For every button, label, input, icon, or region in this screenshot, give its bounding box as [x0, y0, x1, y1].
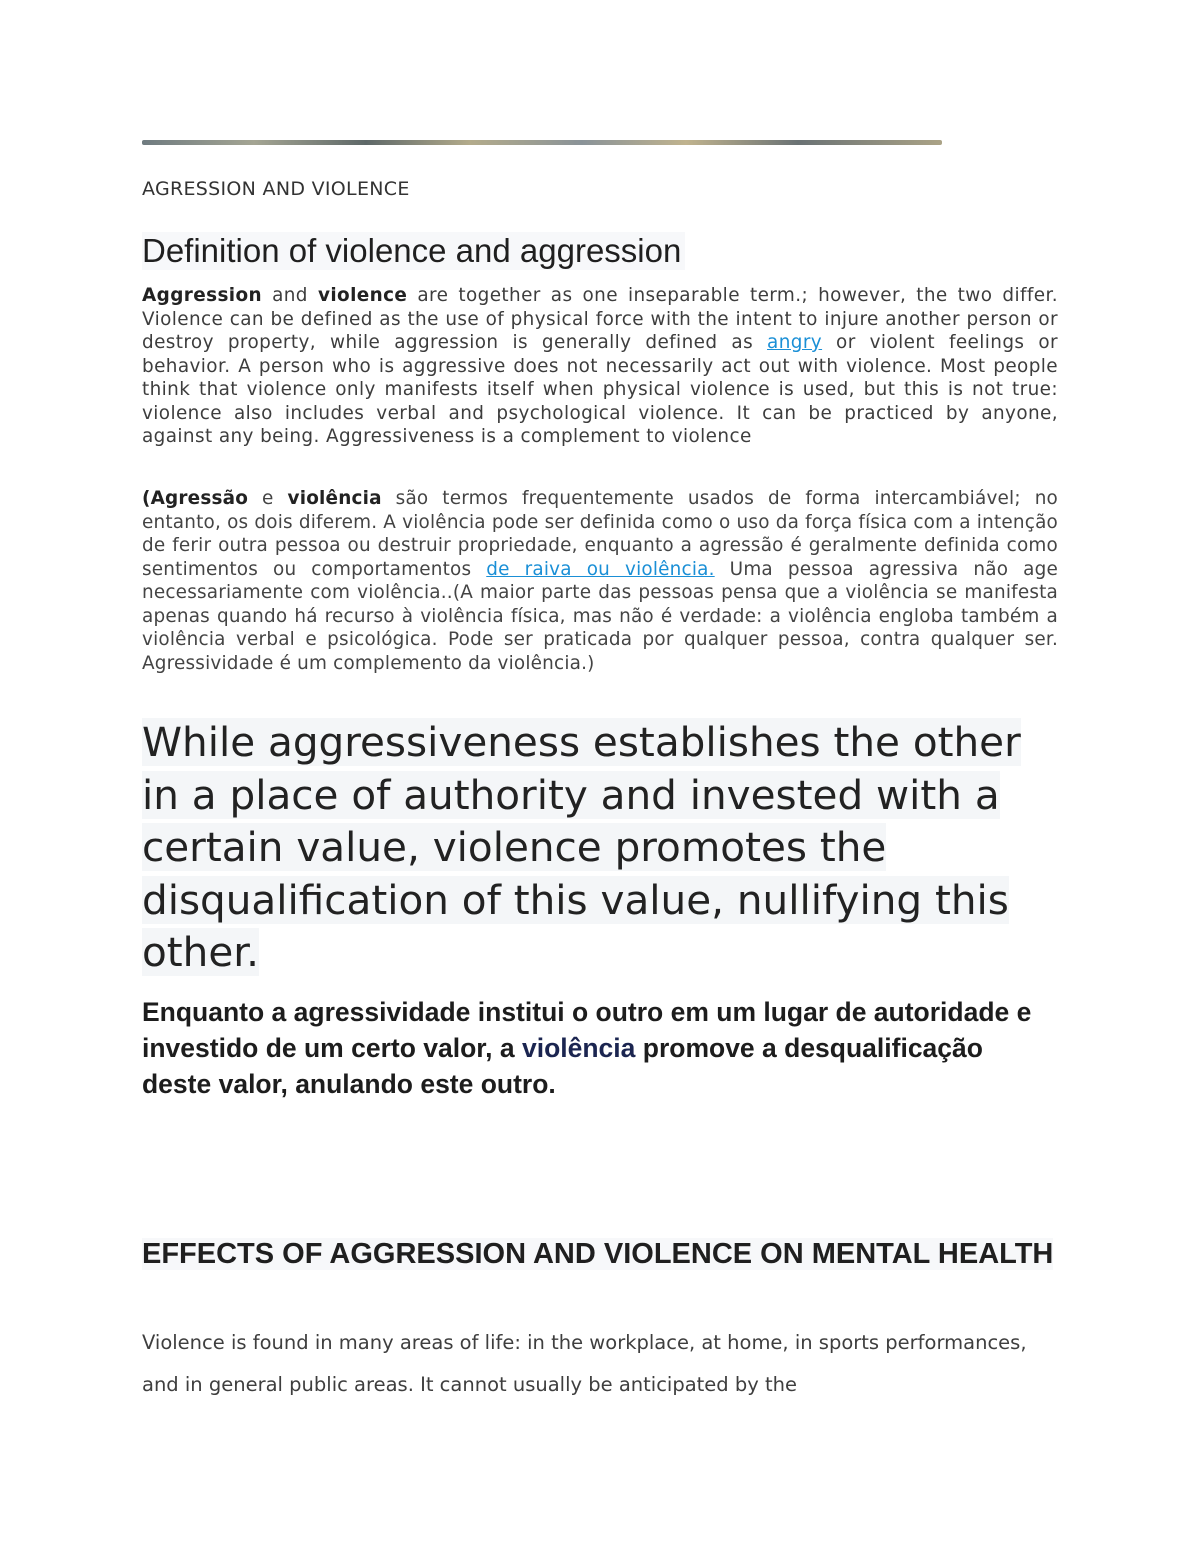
- highlight-quote-pt: [142, 994, 1058, 1102]
- heading-text: EFFECTS OF AGGRESSION AND VIOLENCE ON MENTAL HEALTH: [142, 1238, 1054, 1270]
- text-span: are together as one inseparable term.; however, the two differ. Violence can be defined as the use of physical force with the intent to injure another person or destroy property, while aggression is generally defined as: [142, 285, 1058, 353]
- highlight-quote-en: [142, 716, 1058, 979]
- text-span: promove a desqualificação deste valor, anulando este outro.: [142, 1033, 983, 1099]
- text-span: or violent feelings or behavior. A person who is aggressive does not necessarily act out with violence. Most people think that violence only manifests itself when physical violence is used, but this is not true: violence also includes verbal and psychological violence. It can be practiced by anyone, against any being. Aggressiveness is a complement to violence: [142, 332, 1058, 447]
- text-span: Uma pessoa agressiva não age necessariamente com violência..(A maior parte das pessoas pensa que a violência se manifesta apenas quando há recurso à violência física, mas não é verdade: a violência engloba também a violência verbal e psicológica. Pode ser praticada por qualquer pessoa, contra qualquer ser. Agressividade é um complemento da violência.): [142, 558, 1059, 674]
- text-span: and: [262, 285, 318, 306]
- keyword-violencia: violência: [521, 1033, 636, 1063]
- text-span: e: [248, 488, 288, 509]
- angry-link[interactable]: angry: [767, 332, 823, 353]
- text-span: são termos frequentemente usados de forma intercambiável; no entanto, os dois diferem. A violência pode ser definida como o uso da força física com a intenção de ferir outra pessoa ou destruir propriedade, enquanto a agressão é geralmente definida como sentimentos ou comportamentos: [142, 488, 1058, 580]
- quote-text: While aggressiveness establishes the other in a place of authority and invested with a certain value, violence promotes the disqualification of this value, nullifying this other.: [142, 718, 1021, 976]
- decorative-divider: [142, 140, 942, 145]
- term-violencia: violência: [287, 488, 382, 509]
- effects-paragraph: Violence is found in many areas of life: in the workplace, at home, in sports performances, and in general public areas. It cannot usually be anticipated by the: [142, 1331, 1027, 1396]
- term-violence: violence: [317, 285, 408, 306]
- document-title: AGRESSION AND VIOLENCE: [142, 178, 410, 200]
- definition-paragraph-en: [142, 284, 1058, 449]
- definition-paragraph-pt: [142, 487, 1058, 675]
- raiva-violencia-link[interactable]: de raiva ou violência.: [486, 558, 715, 580]
- definition-heading: Definition of violence and aggression: [142, 232, 685, 270]
- effects-heading: [142, 1236, 1058, 1272]
- term-aggression: Aggression: [142, 285, 263, 306]
- term-agressao: (Agressão: [142, 488, 249, 509]
- text-span: Enquanto a agressividade institui o outro em um lugar de autoridade e investido de um certo valor, a: [142, 997, 1032, 1063]
